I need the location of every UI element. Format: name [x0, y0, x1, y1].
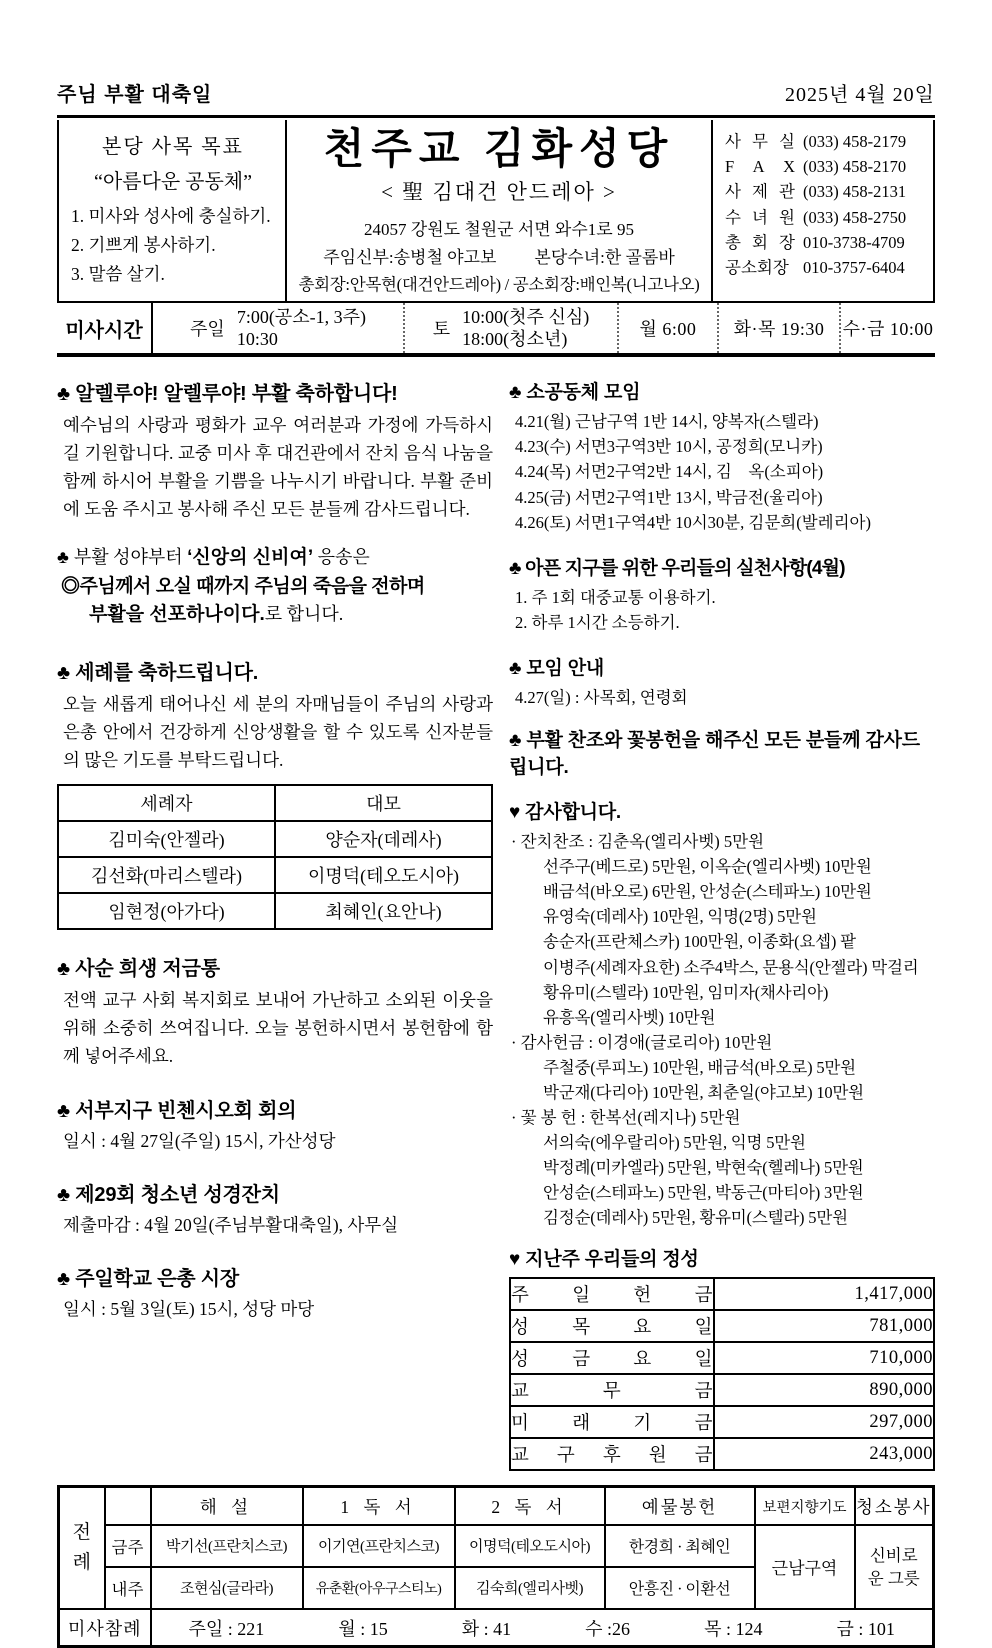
offering-label: 교 구 후 원 금 — [510, 1438, 714, 1470]
table-row — [58, 821, 492, 857]
right-column — [509, 361, 935, 1471]
smallgroup-line: 4.24(목) 서면2구역2반 14시, 김 옥(소피아) — [515, 462, 824, 482]
church-name: 천주교 김화성당 — [323, 127, 675, 173]
response-line3-tail: 로 합니다. — [264, 604, 344, 625]
role-name: 이기연(프란치스코) — [303, 1525, 455, 1567]
thanks-line: 유영숙(데레사) 10만원, 익명(2명) 5만원 — [543, 907, 817, 927]
offering-row — [510, 1406, 934, 1438]
section-smallgroups-heading: ♣ 소공동체 모임 — [509, 382, 641, 404]
mass-time-line: 10:30 — [236, 329, 278, 350]
section-piggy-body: 전액 교구 사회 복지회로 보내어 가난하고 소외된 이웃을 위해 소중히 쓰여집니다. 오늘 봉헌하시면서 봉헌함에 함께 넣어주세요. — [63, 989, 493, 1066]
attendance-count: 화 : 41 — [461, 1618, 512, 1639]
mass-day: 토 — [432, 319, 451, 340]
role-name: 안흥진 · 이환선 — [605, 1567, 755, 1609]
response-post: 응송은 — [313, 547, 370, 568]
liturgy-corner-label: 전례 — [59, 1487, 105, 1609]
mass-monday-cell: 월 6:00 — [619, 303, 719, 353]
mass-time-line: 10:00(첫주 신심) — [462, 306, 590, 327]
chairs-line: 총회장:안목현(대건안드레아) / 공소회장:배인복(니고나오) — [298, 275, 700, 295]
offerings-table — [509, 1277, 935, 1471]
smallgroup-line: 4.26(토) 서면1구역4반 10시30분, 김문희(발레리아) — [515, 512, 871, 532]
thanks-line: 송순자(프란체스카) 100만원, 이종화(요셉) 팥 — [543, 932, 856, 952]
thanks-line: 주철중(루피노) 10만원, 배금석(바오로) 5만원 — [543, 1057, 856, 1077]
mass-tue-thu-cell: 화·목 19:30 — [719, 303, 841, 353]
response-line-2: ◎주님께서 오실 때까지 주님의 죽음을 전하며 — [61, 575, 425, 597]
church-address: 24057 강원도 철원군 서면 와수1로 95 — [364, 220, 634, 240]
section-earth-heading: ♣ 아픈 지구를 위한 우리들의 실천사항(4월) — [509, 557, 845, 579]
response-bold: ‘신앙의 신비여’ — [187, 547, 314, 569]
contact-row — [725, 205, 923, 230]
contact-label: 총 회 장 — [725, 232, 795, 252]
response-line-1 — [57, 543, 493, 572]
section-response — [57, 543, 493, 629]
next-week-label: 내주 — [105, 1567, 151, 1609]
contact-value: 010-3757-6404 — [803, 258, 905, 278]
smallgroup-line: 4.23(수) 서면3구역3반 10시, 공정희(모니카) — [515, 437, 823, 457]
thanks-line: 박정례(미카엘라) 5만원, 박현숙(헬레나) 5만원 — [543, 1158, 864, 1178]
mass-saturday-cell — [405, 303, 619, 353]
offering-row — [510, 1438, 934, 1470]
baptism-col-header: 대모 — [275, 785, 492, 821]
prayer-zone: 근남구역 — [755, 1525, 855, 1609]
section-market-line: 일시 : 5월 3일(토) 15시, 성당 마당 — [63, 1299, 315, 1320]
goal-title: 본당 사목 목표 — [102, 136, 244, 158]
left-column — [57, 361, 509, 1471]
pastor-name: 주임신부:송병철 야고보 — [323, 248, 497, 268]
section-easter-thanks-heading: ♣ 부활 찬조와 꽃봉헌을 해주신 모든 분들께 감사드립니다. — [509, 729, 920, 778]
role-name: 김숙희(엘리사벳) — [455, 1567, 605, 1609]
thanks-line: 황유미(스텔라) 10만원, 임미자(채사리아) — [543, 982, 829, 1002]
godmother-name: 최혜인(요안나) — [275, 893, 492, 929]
pastoral-goal-box — [59, 120, 287, 301]
empty-cell — [105, 1487, 151, 1525]
response-pre: 부활 성야부터 — [73, 547, 188, 568]
goal-item: 3. 말씀 살기. — [71, 263, 165, 284]
offering-row — [510, 1374, 934, 1406]
content-columns — [57, 361, 935, 1471]
cleaning-group: 신비로운 그릇 — [855, 1525, 934, 1609]
section-piggy-heading: ♣ 사순 희생 저금통 — [57, 957, 220, 980]
offering-row — [510, 1278, 934, 1310]
section-bible-heading: ♣ 제29회 청소년 성경잔치 — [57, 1183, 280, 1206]
table-row — [58, 893, 492, 929]
mass-times-bar — [57, 303, 935, 357]
goal-item: 2. 기쁘게 봉사하기. — [71, 234, 216, 255]
contact-row — [725, 255, 923, 280]
thanks-line: 선주구(베드로) 5만원, 이옥순(엘리사벳) 10만원 — [543, 857, 872, 877]
col-header-prayer: 보편지향기도 — [755, 1487, 855, 1525]
mass-time-line: 7:00(공소-1, 3주) — [236, 306, 366, 327]
col-header-reading1: 1 독 서 — [303, 1487, 455, 1525]
section-vincent-line: 일시 : 4월 27일(주일) 15시, 가산성당 — [63, 1130, 336, 1151]
section-alleluia-heading: ♣ 알렐루야! 알렐루야! 부활 축하합니다! — [57, 383, 398, 406]
offering-label: 미 래 기 금 — [510, 1406, 714, 1438]
attendance-count: 금 : 101 — [836, 1618, 895, 1639]
contact-value: 010-3738-4709 — [803, 232, 905, 252]
meetings-line: 4.27(일) : 사목회, 연령회 — [515, 687, 688, 707]
feast-title: 주님 부활 대축일 — [57, 84, 213, 106]
section-alleluia-body: 예수님의 사랑과 평화가 교우 여러분과 가정에 가득하시길 기원합니다. 교중 미사 후 대건관에서 잔치 음식 나눔을 함께 하시어 부활을 기쁨을 나누시기 바랍니다. 부활 준비에 도움 주시고 봉사해 주신 모든 분들께 감사드립니다. — [63, 415, 493, 520]
contact-row — [725, 230, 923, 255]
table-row — [58, 785, 492, 821]
baptized-name: 임현정(아가다) — [58, 893, 275, 929]
attendance-count: 월 : 15 — [338, 1618, 388, 1639]
sister-name: 본당수녀:한 골롬바 — [534, 248, 675, 268]
earth-line: 1. 주 1회 대중교통 이용하기. — [515, 587, 716, 607]
section-market-heading: ♣ 주일학교 은총 시장 — [57, 1268, 239, 1291]
table-row — [59, 1525, 934, 1567]
offering-row — [510, 1310, 934, 1342]
role-name: 한경희 · 최혜인 — [605, 1525, 755, 1567]
section-weekofferings-heading: ♥ 지난주 우리들의 정성 — [509, 1249, 699, 1271]
mass-sunday-cell — [153, 303, 405, 353]
top-bar — [57, 78, 935, 118]
thanks-line: 배금석(바오로) 6만원, 안성순(스테파노) 10만원 — [543, 882, 872, 902]
contact-box — [713, 120, 933, 301]
col-header-gifts: 예물봉헌 — [605, 1487, 755, 1525]
patron-saint: < 聖 김대건 안드레아 > — [381, 180, 617, 205]
col-header-reading2: 2 독 서 — [455, 1487, 605, 1525]
this-week-label: 금주 — [105, 1525, 151, 1567]
mass-times-label: 미사시간 — [57, 303, 153, 353]
mass-times — [237, 306, 366, 351]
col-header-commentator: 해 설 — [151, 1487, 303, 1525]
offering-value: 710,000 — [714, 1342, 934, 1374]
thanks-line: 서의숙(에우랄리아) 5만원, 익명 5만원 — [543, 1133, 806, 1153]
contact-row — [725, 129, 923, 154]
col-header-cleaning: 청소봉사 — [855, 1487, 934, 1525]
role-name: 박기선(프란치스코) — [151, 1525, 303, 1567]
goal-subtitle: “아름다운 공동체” — [94, 171, 252, 193]
contact-row — [725, 154, 923, 179]
contact-label: 수 녀 원 — [725, 207, 795, 227]
mass-day: 주일 — [190, 319, 225, 340]
clergy-line — [291, 243, 707, 268]
smallgroup-line: 4.21(월) 근남구역 1반 14시, 양복자(스텔라) — [515, 412, 819, 432]
offering-label: 주 일 헌 금 — [510, 1278, 714, 1310]
bulletin-date: 2025년 4월 20일 — [785, 84, 935, 106]
section-vincent-heading: ♣ 서부지구 빈첸시오회 회의 — [57, 1099, 297, 1122]
section-bible-line: 제출마감 : 4월 20일(주님부활대축일), 사무실 — [63, 1214, 399, 1235]
attendance-label: 미사참례 — [59, 1609, 151, 1647]
thanks-line: 안성순(스테파노) 5만원, 박동근(마티아) 3만원 — [543, 1183, 864, 1203]
table-row — [59, 1487, 934, 1525]
attendance-values — [151, 1609, 934, 1647]
baptism-table — [57, 784, 493, 930]
header-box — [57, 120, 935, 303]
role-name: 유춘환(아우구스티노) — [303, 1567, 455, 1609]
section-meetings-heading: ♣ 모임 안내 — [509, 657, 605, 679]
offering-value: 781,000 — [714, 1310, 934, 1342]
mass-times — [462, 306, 589, 351]
baptism-col-header: 세례자 — [58, 785, 275, 821]
contact-label: F A X — [725, 157, 795, 177]
thanks-line: 유흥옥(엘리사벳) 10만원 — [543, 1007, 716, 1027]
section-thanks-heading: ♥ 감사합니다. — [509, 802, 622, 824]
section-baptism-body: 오늘 새롭게 태어나신 세 분의 자매님들이 주님의 사랑과 은총 안에서 건강하게 신앙생활을 할 수 있도록 신자분들의 많은 기도를 부탁드립니다. — [63, 693, 493, 770]
godmother-name: 양순자(데레사) — [275, 821, 492, 857]
mass-time-line: 18:00(청소년) — [462, 329, 568, 350]
godmother-name: 이명덕(테오도시아) — [275, 857, 492, 893]
contact-value: (033) 458-2750 — [803, 207, 907, 227]
contact-label: 공소회장 — [725, 258, 789, 278]
contact-value: (033) 458-2170 — [803, 157, 907, 177]
thanks-offering-label: · 감사헌금 : 이경애(글로리아) 10만원 — [511, 1032, 773, 1052]
liturgy-roles-table — [57, 1485, 935, 1648]
section-baptism-heading: ♣ 세례를 축하드립니다. — [57, 661, 259, 684]
contact-label: 사 제 관 — [725, 182, 795, 202]
table-row — [59, 1609, 934, 1647]
club-icon: ♣ — [57, 547, 74, 568]
contact-row — [725, 179, 923, 204]
table-row — [58, 857, 492, 893]
attendance-count: 목 : 124 — [704, 1618, 763, 1639]
contact-value: (033) 458-2179 — [803, 132, 907, 151]
thanks-flower-label: · 꽃 봉 헌 : 한복선(레지나) 5만원 — [511, 1107, 741, 1127]
thanks-feast-label: · 잔치찬조 : 김춘옥(엘리사벳) 5만원 — [511, 832, 765, 852]
baptized-name: 김선화(마리스텔라) — [58, 857, 275, 893]
offering-value: 243,000 — [714, 1438, 934, 1470]
offering-row — [510, 1342, 934, 1374]
smallgroup-line: 4.25(금) 서면2구역1반 13시, 박금전(율리아) — [515, 487, 823, 507]
thanks-line: 박군재(다리아) 10만원, 최춘일(야고보) 10만원 — [543, 1082, 864, 1102]
church-identity-box — [287, 120, 713, 301]
response-line-3 — [57, 601, 493, 630]
contact-value: (033) 458-2131 — [803, 182, 907, 202]
attendance-count: 수 :26 — [585, 1618, 631, 1639]
role-name: 이명덕(테오도시아) — [455, 1525, 605, 1567]
thanks-line: 김정순(데레사) 5만원, 황유미(스텔라) 5만원 — [543, 1208, 848, 1228]
offering-label: 교 무 금 — [510, 1374, 714, 1406]
offering-value: 890,000 — [714, 1374, 934, 1406]
thanks-line: 이병주(세례자요한) 소주4박스, 문용식(안젤라) 막걸리 — [543, 957, 919, 977]
response-line3-bold: 부활을 선포하나이다. — [89, 604, 265, 626]
offering-value: 297,000 — [714, 1406, 934, 1438]
offering-label: 성 목 요 일 — [510, 1310, 714, 1342]
baptized-name: 김미숙(안젤라) — [58, 821, 275, 857]
attendance-count: 주일 : 221 — [188, 1618, 265, 1639]
offering-value: 1,417,000 — [714, 1278, 934, 1310]
contact-label: 사 무 실 — [725, 132, 795, 151]
goal-item: 1. 미사와 성사에 충실하기. — [71, 206, 271, 226]
role-name: 조현심(글라라) — [151, 1567, 303, 1609]
mass-wed-fri-cell: 수·금 10:00 — [842, 319, 934, 340]
offering-label: 성 금 요 일 — [510, 1342, 714, 1374]
earth-line: 2. 하루 1시간 소등하기. — [515, 612, 680, 632]
